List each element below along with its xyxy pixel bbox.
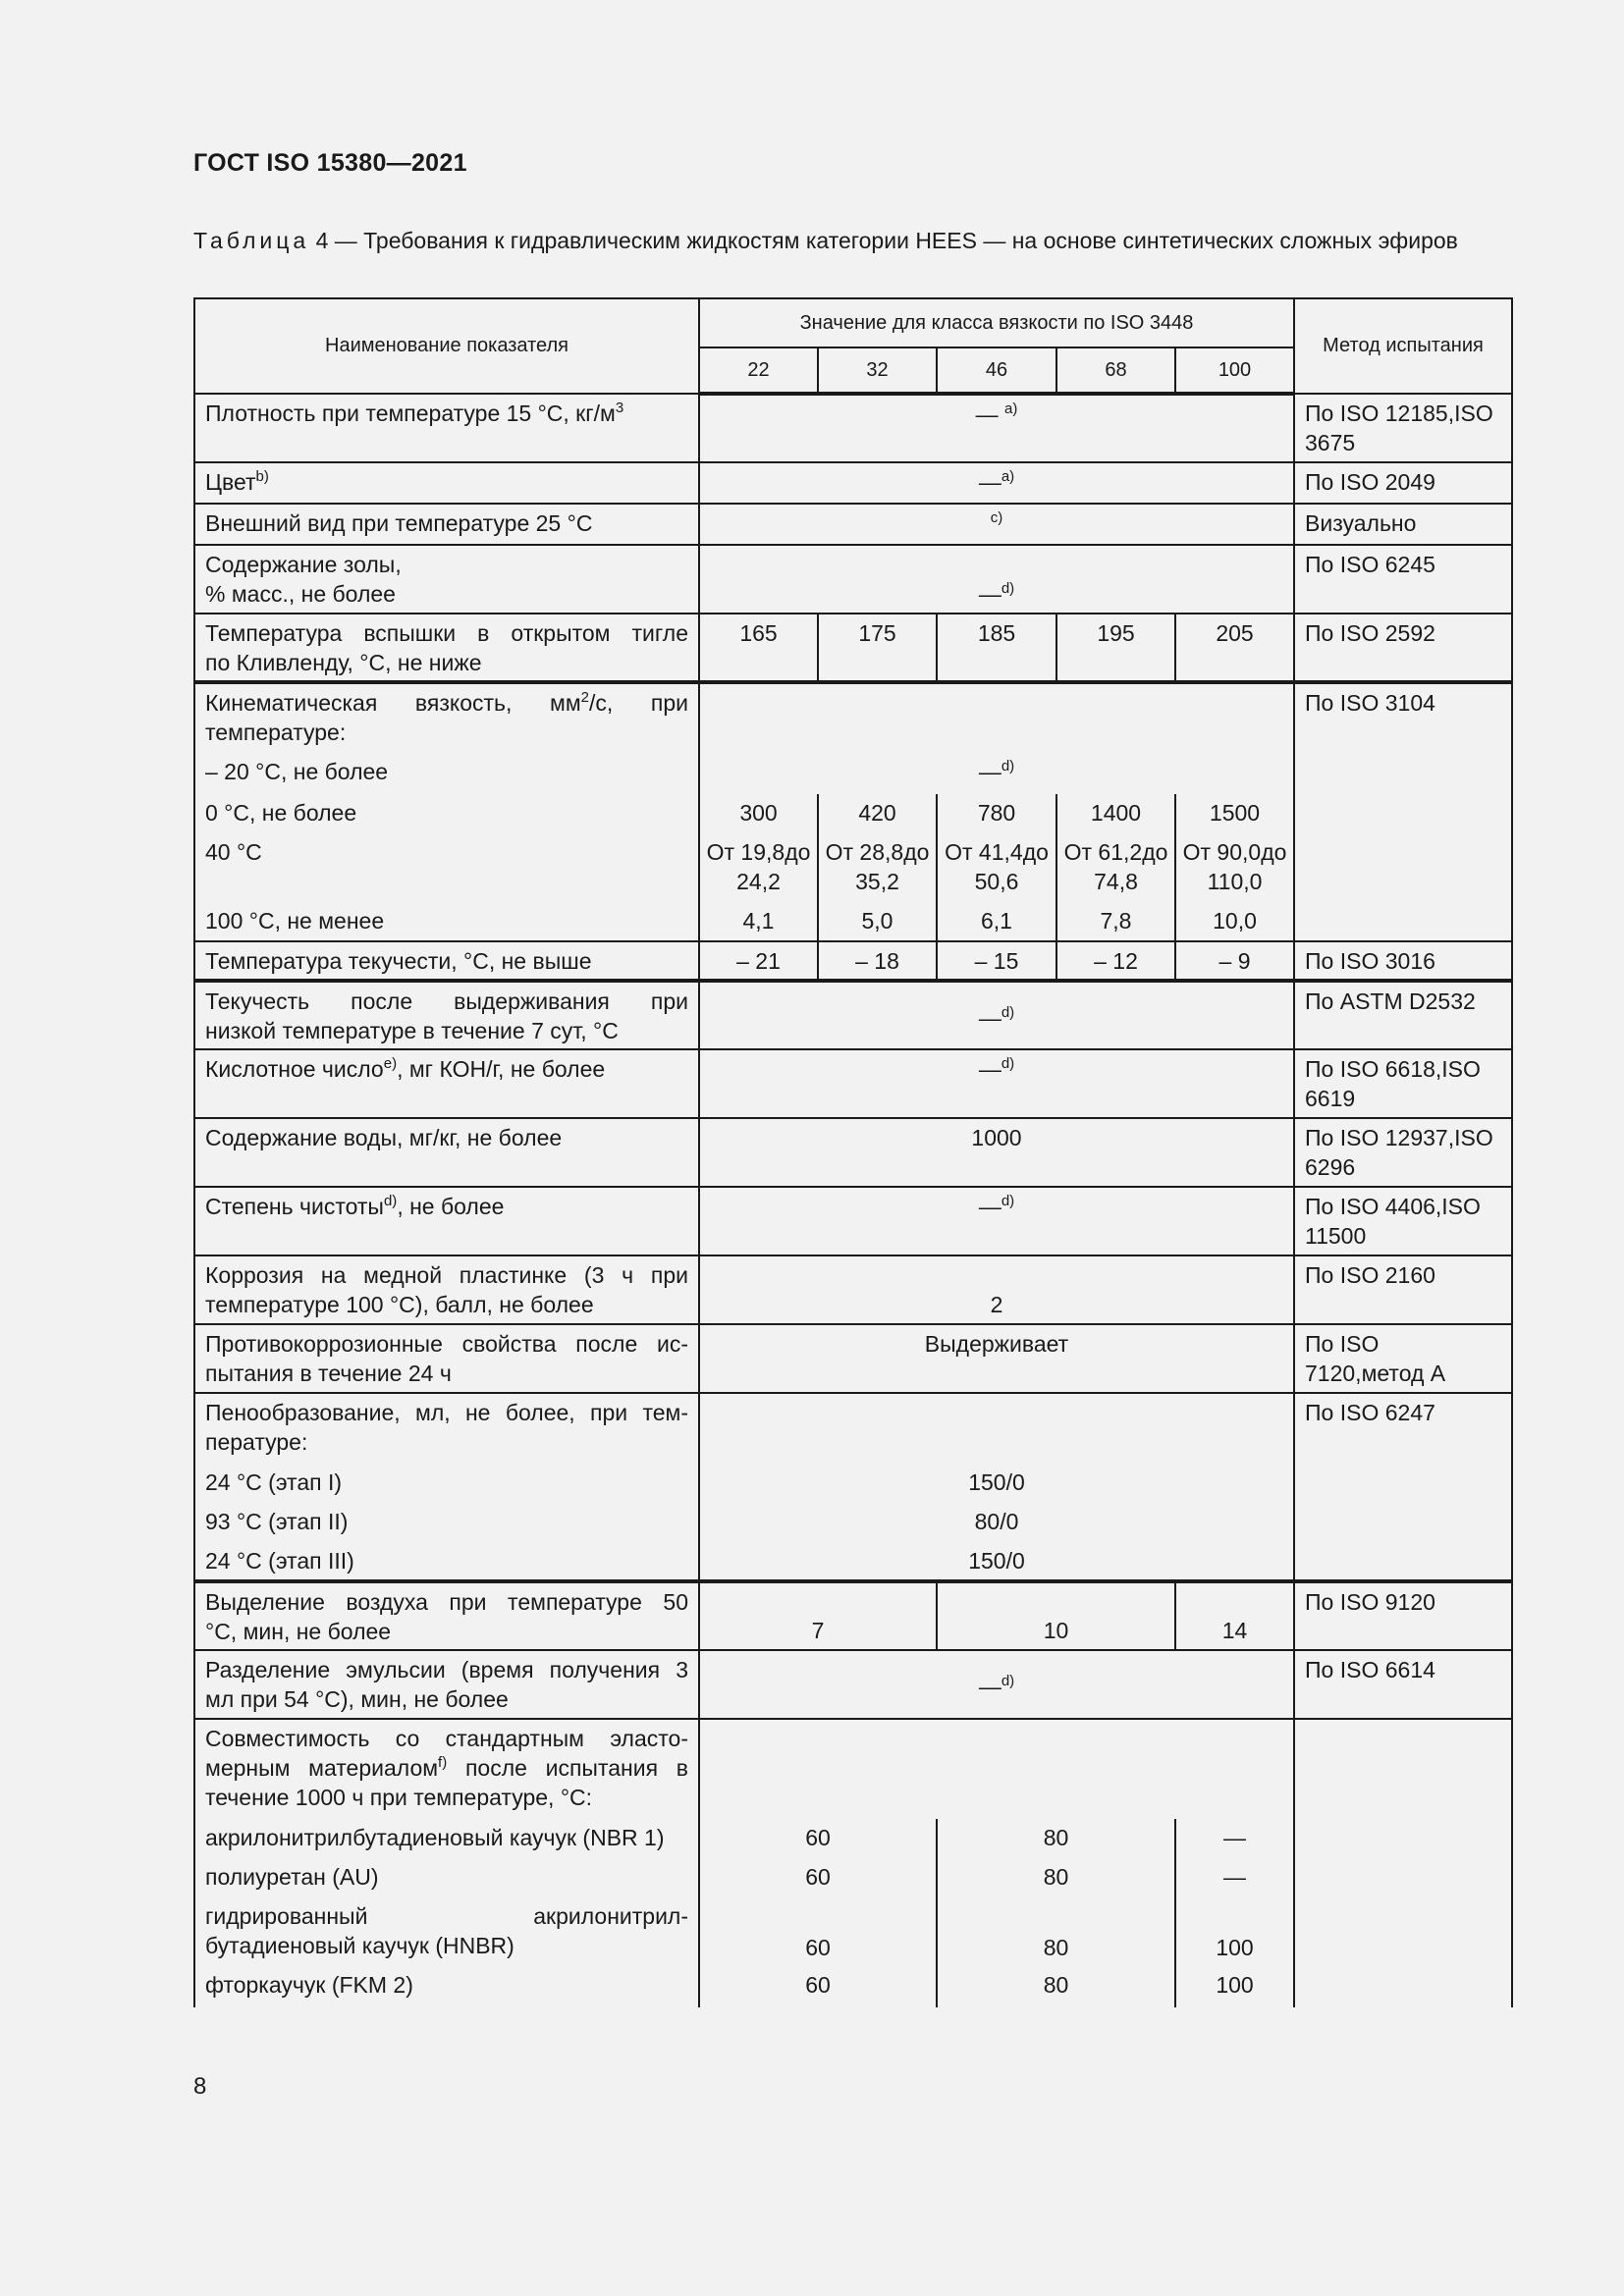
kinematic-minus20-label: – 20 °С, не более xyxy=(194,753,699,794)
compat-item-value: 60 xyxy=(699,1858,937,1897)
ash-name: Содержание золы, % масс., не более xyxy=(194,545,699,614)
color-value: —$^{a)}$ xyxy=(699,462,1294,504)
copper-value: 2 xyxy=(699,1255,1294,1324)
foam-method: По ISO 6247 xyxy=(1294,1393,1512,1581)
kinematic-hundred-label: 100 °С, не менее xyxy=(194,902,699,941)
compat-item-value: 80 xyxy=(937,1858,1175,1897)
kinematic-blank xyxy=(699,682,1294,753)
acid-name: Кислотное число$^{e)}$, мг КОН/г, не более xyxy=(194,1049,699,1118)
purity-value: —$^{d)}$ xyxy=(699,1187,1294,1255)
appearance-method: Визуально xyxy=(1294,504,1512,545)
foam-stage-value: 150/0 xyxy=(699,1542,1294,1581)
flash-value: 175 xyxy=(818,614,937,682)
ash-method: По ISO 6245 xyxy=(1294,545,1512,614)
compat-item-label: акрилонитрилбутадиеновый каучук (NBR 1) xyxy=(194,1819,699,1858)
flash-value: 165 xyxy=(699,614,818,682)
pour-value: – 12 xyxy=(1056,941,1175,981)
appearance-value: c) xyxy=(699,504,1294,545)
table-row-fluidity xyxy=(194,981,1512,1049)
kinematic-forty-value: От 61,2до 74,8 xyxy=(1056,833,1175,902)
acid-method: По ISO 6618,ISO 6619 xyxy=(1294,1049,1512,1118)
copper-name: Коррозия на медной пластинке (3 ч при температуре 100 °С), балл, не более xyxy=(194,1255,699,1324)
kinematic-zero-value: 780 xyxy=(937,794,1056,833)
table-row-pour xyxy=(194,941,1512,981)
table-row-air xyxy=(194,1581,1512,1650)
emulsion-method: По ISO 6614 xyxy=(1294,1650,1512,1719)
compat-name: Совместимость со стандартным эласто- мерным материалом$^{f)}$ после испытания в течение 1000 ч при температуре, °С: xyxy=(194,1719,699,1819)
table-row-ash xyxy=(194,545,1512,614)
anticorrosion-name: Противокоррозионные свойства после ис- пытания в течение 24 ч xyxy=(194,1324,699,1393)
pour-value: – 9 xyxy=(1175,941,1294,981)
kinematic-forty-value: От 41,4до 50,6 xyxy=(937,833,1056,902)
flash-value: 205 xyxy=(1175,614,1294,682)
pour-value: – 21 xyxy=(699,941,818,981)
flash-value: 185 xyxy=(937,614,1056,682)
compat-item-value: — xyxy=(1175,1858,1294,1897)
compat-item-value: 80 xyxy=(937,1966,1175,2007)
table-row-kinematic xyxy=(194,682,1512,753)
fluidity-method: По ASTM D2532 xyxy=(1294,981,1512,1049)
kinematic-zero-value: 300 xyxy=(699,794,818,833)
kinematic-hundred-value: 5,0 xyxy=(818,902,937,941)
density-value: — $^{a)}$ xyxy=(699,394,1294,462)
foam-stage-label: 93 °С (этап II) xyxy=(194,1503,699,1542)
anticorrosion-value: Выдерживает xyxy=(699,1324,1294,1393)
density-name: Плотность при температуре 15 °C, $кг/м^3$ xyxy=(194,394,699,462)
color-name: Цвет$^{b)}$ xyxy=(194,462,699,504)
foam-stage-label: 24 °С (этап I) xyxy=(194,1464,699,1503)
density-method: По ISO 12185,ISO 3675 xyxy=(1294,394,1512,462)
kinematic-minus20-value: —$^{d)}$ xyxy=(699,753,1294,794)
caption-label: Таблица xyxy=(193,228,310,253)
kinematic-method: По ISO 3104 xyxy=(1294,682,1512,941)
flash-method: По ISO 2592 xyxy=(1294,614,1512,682)
pour-method: По ISO 3016 xyxy=(1294,941,1512,981)
table-row-foam xyxy=(194,1393,1512,1464)
foam-stage-label: 24 °С (этап III) xyxy=(194,1542,699,1581)
header-name: Наименование показателя xyxy=(194,298,699,394)
air-value: 10 xyxy=(937,1581,1175,1650)
table-row-water xyxy=(194,1118,1512,1187)
water-name: Содержание воды, мг/кг, не более xyxy=(194,1118,699,1187)
document-code: ГОСТ ISO 15380—2021 xyxy=(193,149,467,177)
page-number: 8 xyxy=(193,2073,207,2100)
compat-method xyxy=(1294,1719,1512,2007)
table-row-copper xyxy=(194,1255,1512,1324)
pour-value: – 15 xyxy=(937,941,1056,981)
table-row-acid xyxy=(194,1049,1512,1118)
compat-item-value: 60 xyxy=(699,1966,937,2007)
kinematic-hundred-value: 7,8 xyxy=(1056,902,1175,941)
header-class-100: 100 xyxy=(1175,347,1294,394)
table-caption xyxy=(193,226,1509,255)
appearance-name: Внешний вид при температуре 25 °С xyxy=(194,504,699,545)
compat-item-value: — xyxy=(1175,1819,1294,1858)
kinematic-zero-value: 1500 xyxy=(1175,794,1294,833)
compat-item-value: 60 xyxy=(699,1819,937,1858)
air-method: По ISO 9120 xyxy=(1294,1581,1512,1650)
header-method: Метод испытания xyxy=(1294,298,1512,394)
compat-item-value: 100 xyxy=(1175,1897,1294,1966)
foam-blank xyxy=(699,1393,1294,1464)
caption-text: 4 — Требования к гидравлическим жидкостям категории HEES — на основе синтетических сложных эфиров xyxy=(315,228,1458,253)
header-class-22: 22 xyxy=(699,347,818,394)
compat-item-label: фторкаучук (FKM 2) xyxy=(194,1966,699,2007)
kinematic-forty-value: От 90,0до 110,0 xyxy=(1175,833,1294,902)
kinematic-hundred-value: 6,1 xyxy=(937,902,1056,941)
table-row-color xyxy=(194,462,1512,504)
header-value-group: Значение для класса вязкости по ISO 3448 xyxy=(699,298,1294,347)
kinematic-forty-value: От 28,8до 35,2 xyxy=(818,833,937,902)
kinematic-zero-value: 420 xyxy=(818,794,937,833)
purity-method: По ISO 4406,ISO 11500 xyxy=(1294,1187,1512,1255)
kinematic-zero-value: 1400 xyxy=(1056,794,1175,833)
header-class-32: 32 xyxy=(818,347,937,394)
emulsion-name: Разделение эмульсии (время получения 3 мл при 54 °С), мин, не более xyxy=(194,1650,699,1719)
table-row-anticorrosion xyxy=(194,1324,1512,1393)
copper-method: По ISO 2160 xyxy=(1294,1255,1512,1324)
fluidity-value: —$^{d)}$ xyxy=(699,981,1294,1049)
pour-name: Температура текучести, °С, не выше xyxy=(194,941,699,981)
kinematic-zero-label: 0 °С, не более xyxy=(194,794,699,833)
kinematic-name: Кинематическая вязкость, $мм^2/с$, при температуре: xyxy=(194,682,699,753)
table-row-flash xyxy=(194,614,1512,682)
anticorrosion-method: По ISO 7120,метод А xyxy=(1294,1324,1512,1393)
water-value: 1000 xyxy=(699,1118,1294,1187)
compat-item-label: полиуретан (AU) xyxy=(194,1858,699,1897)
header-class-68: 68 xyxy=(1056,347,1175,394)
air-name: Выделение воздуха при температуре 50 °С, мин, не более xyxy=(194,1581,699,1650)
foam-stage-value: 150/0 xyxy=(699,1464,1294,1503)
foam-name: Пенообразование, мл, не более, при тем- пературе: xyxy=(194,1393,699,1464)
fluidity-name: Текучесть после выдерживания при низкой температуре в течение 7 сут, °С xyxy=(194,981,699,1049)
table-row-compat xyxy=(194,1719,1512,1819)
kinematic-forty-label: 40 °С xyxy=(194,833,699,902)
acid-value: —$^{d)}$ xyxy=(699,1049,1294,1118)
color-method: По ISO 2049 xyxy=(1294,462,1512,504)
compat-item-value: 80 xyxy=(937,1897,1175,1966)
kinematic-hundred-value: 4,1 xyxy=(699,902,818,941)
flash-name: Температура вспышки в открытом тигле по Кливленду, °С, не ниже xyxy=(194,614,699,682)
foam-stage-value: 80/0 xyxy=(699,1503,1294,1542)
ash-value: —$^{d)}$ xyxy=(699,545,1294,614)
requirements-table xyxy=(193,297,1513,2007)
purity-name: Степень чистоты$^{d)}$, не более xyxy=(194,1187,699,1255)
table-row-appearance xyxy=(194,504,1512,545)
emulsion-value: —$^{d)}$ xyxy=(699,1650,1294,1719)
kinematic-forty-value: От 19,8до 24,2 xyxy=(699,833,818,902)
compat-item-value: 80 xyxy=(937,1819,1175,1858)
table-row-purity xyxy=(194,1187,1512,1255)
compat-item-value: 100 xyxy=(1175,1966,1294,2007)
table-row-density xyxy=(194,394,1512,462)
pour-value: – 18 xyxy=(818,941,937,981)
water-method: По ISO 12937,ISO 6296 xyxy=(1294,1118,1512,1187)
kinematic-hundred-value: 10,0 xyxy=(1175,902,1294,941)
compat-item-value: 60 xyxy=(699,1897,937,1966)
compat-blank xyxy=(699,1719,1294,1819)
flash-value: 195 xyxy=(1056,614,1175,682)
air-value: 14 xyxy=(1175,1581,1294,1650)
header-class-46: 46 xyxy=(937,347,1056,394)
compat-item-label: гидрированный акрилонитрил- бутадиеновый каучук (HNBR) xyxy=(194,1897,699,1966)
air-value: 7 xyxy=(699,1581,937,1650)
table-row-emulsion xyxy=(194,1650,1512,1719)
